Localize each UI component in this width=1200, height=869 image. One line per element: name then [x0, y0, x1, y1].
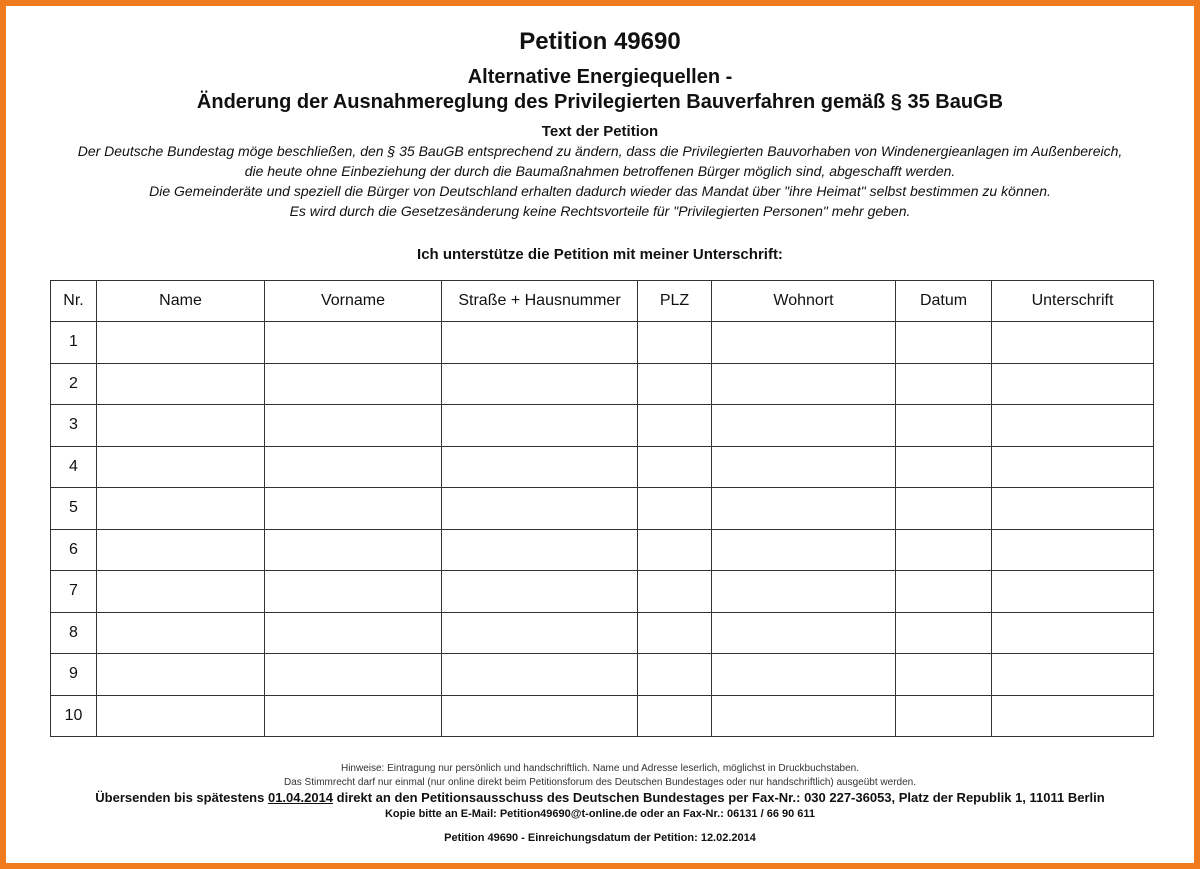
- signature-cell[interactable]: [992, 322, 1154, 364]
- signature-table: [50, 280, 1154, 737]
- hints: [6, 762, 1194, 790]
- column-header-plz: PLZ: [638, 281, 712, 322]
- signature-cell[interactable]: [992, 363, 1154, 405]
- petition-text: [6, 141, 1194, 221]
- signature-cell[interactable]: [712, 405, 896, 447]
- row-number: 2: [51, 363, 97, 405]
- signature-cell[interactable]: [265, 571, 442, 613]
- deadline-date: 01.04.2014: [267, 790, 334, 805]
- signature-cell[interactable]: [992, 571, 1154, 613]
- signature-cell[interactable]: [712, 571, 896, 613]
- petition-text-line: die heute ohne Einbeziehung der durch die Baumaßnahmen betroffenen Bürger möglich sind, abgeschafft werden.: [244, 163, 956, 179]
- signature-cell[interactable]: [712, 488, 896, 530]
- signature-cell[interactable]: [896, 529, 992, 571]
- signature-cell[interactable]: [638, 488, 712, 530]
- petition-text-line: Es wird durch die Gesetzesänderung keine Rechtsvorteile für "Privilegierten Personen" mehr geben.: [289, 203, 911, 219]
- signature-cell[interactable]: [896, 322, 992, 364]
- signature-cell[interactable]: [712, 446, 896, 488]
- signature-cell[interactable]: [97, 695, 265, 737]
- signature-cell[interactable]: [638, 695, 712, 737]
- signature-cell[interactable]: [97, 405, 265, 447]
- signature-cell[interactable]: [712, 612, 896, 654]
- table-row: [51, 488, 1154, 530]
- signature-cell[interactable]: [712, 322, 896, 364]
- signature-table-body: [51, 322, 1154, 737]
- signature-cell[interactable]: [442, 446, 638, 488]
- column-header-datum: Datum: [896, 281, 992, 322]
- signature-cell[interactable]: [896, 363, 992, 405]
- signature-cell[interactable]: [442, 405, 638, 447]
- signature-cell[interactable]: [442, 654, 638, 696]
- signature-cell[interactable]: [97, 322, 265, 364]
- copy-instructions: Kopie bitte an E-Mail: Petition49690@t-online.de oder an Fax-Nr.: 06131 / 66 90 611: [384, 808, 816, 820]
- signature-cell[interactable]: [992, 405, 1154, 447]
- column-header-strasse: Straße + Hausnummer: [442, 281, 638, 322]
- column-header-nr: Nr.: [51, 281, 97, 322]
- signature-cell[interactable]: [638, 529, 712, 571]
- table-row: [51, 405, 1154, 447]
- row-number: 9: [51, 654, 97, 696]
- table-row: [51, 654, 1154, 696]
- signature-cell[interactable]: [97, 446, 265, 488]
- signature-cell[interactable]: [638, 446, 712, 488]
- signature-cell[interactable]: [265, 612, 442, 654]
- signature-cell[interactable]: [265, 405, 442, 447]
- signature-cell[interactable]: [712, 529, 896, 571]
- signature-cell[interactable]: [442, 529, 638, 571]
- signature-cell[interactable]: [442, 322, 638, 364]
- table-row: [51, 363, 1154, 405]
- signature-cell[interactable]: [992, 446, 1154, 488]
- signature-cell[interactable]: [97, 529, 265, 571]
- row-number: 4: [51, 446, 97, 488]
- signature-cell[interactable]: [638, 405, 712, 447]
- signature-cell[interactable]: [896, 571, 992, 613]
- row-number: 3: [51, 405, 97, 447]
- signature-cell[interactable]: [712, 695, 896, 737]
- table-row: [51, 529, 1154, 571]
- signature-cell[interactable]: [638, 654, 712, 696]
- petition-text-line: Der Deutsche Bundestag möge beschließen, den § 35 BauGB entsprechend zu ändern, dass die Privilegierten Bauvorhaben von Windenergieanlagen im Außenbereich,: [77, 143, 1123, 159]
- petition-text-line: Die Gemeinderäte und speziell die Bürger von Deutschland erhalten dadurch wieder das Mandat über "ihre Heimat" selbst bestimmen zu können.: [149, 183, 1051, 199]
- table-row: [51, 695, 1154, 737]
- send-prefix: Übersenden bis spätestens: [95, 790, 268, 805]
- column-header-unterschrift: Unterschrift: [992, 281, 1154, 322]
- petition-sheet: [6, 6, 1194, 863]
- hint-line: Hinweise: Eintragung nur persönlich und handschriftlich. Name und Adresse leserlich, möglichst in Druckbuchstaben.: [340, 763, 860, 774]
- signature-cell[interactable]: [97, 488, 265, 530]
- signature-cell[interactable]: [638, 571, 712, 613]
- page-title: Petition 49690: [519, 28, 681, 55]
- signature-cell[interactable]: [442, 612, 638, 654]
- petition-text-heading: Text der Petition: [541, 123, 659, 140]
- row-number: 6: [51, 529, 97, 571]
- table-row: [51, 571, 1154, 613]
- signature-cell[interactable]: [992, 488, 1154, 530]
- signature-cell[interactable]: [442, 571, 638, 613]
- signature-cell[interactable]: [896, 405, 992, 447]
- signature-cell[interactable]: [265, 654, 442, 696]
- signature-cell[interactable]: [638, 322, 712, 364]
- signature-cell[interactable]: [896, 488, 992, 530]
- signature-cell[interactable]: [712, 363, 896, 405]
- footer: Petition 49690 - Einreichungsdatum der Petition: 12.02.2014: [444, 832, 756, 844]
- signature-cell[interactable]: [638, 363, 712, 405]
- column-header-wohnort: Wohnort: [712, 281, 896, 322]
- row-number: 1: [51, 322, 97, 364]
- signature-cell[interactable]: [265, 529, 442, 571]
- signature-cell[interactable]: [896, 695, 992, 737]
- support-statement: Ich unterstütze die Petition mit meiner Unterschrift:: [417, 246, 783, 263]
- signature-cell[interactable]: [97, 612, 265, 654]
- signature-cell[interactable]: [97, 654, 265, 696]
- signature-cell[interactable]: [442, 488, 638, 530]
- signature-cell[interactable]: [712, 654, 896, 696]
- column-header-vorname: Vorname: [265, 281, 442, 322]
- signature-cell[interactable]: [638, 612, 712, 654]
- subtitle-line-1: Alternative Energiequellen -: [467, 66, 733, 88]
- signature-cell[interactable]: [265, 363, 442, 405]
- table-row: [51, 322, 1154, 364]
- table-header-row: [51, 281, 1154, 322]
- row-number: 7: [51, 571, 97, 613]
- column-header-name: Name: [97, 281, 265, 322]
- row-number: 5: [51, 488, 97, 530]
- signature-cell[interactable]: [896, 654, 992, 696]
- signature-cell[interactable]: [992, 654, 1154, 696]
- subtitle-line-2: Änderung der Ausnahmereglung des Privilegierten Bauverfahren gemäß § 35 BauGB: [196, 91, 1004, 113]
- send-instructions: [6, 790, 1194, 805]
- signature-cell[interactable]: [992, 695, 1154, 737]
- signature-cell[interactable]: [97, 571, 265, 613]
- signature-cell[interactable]: [265, 446, 442, 488]
- signature-cell[interactable]: [442, 695, 638, 737]
- row-number: 8: [51, 612, 97, 654]
- row-number: 10: [51, 695, 97, 737]
- signature-cell[interactable]: [265, 488, 442, 530]
- signature-cell[interactable]: [97, 363, 265, 405]
- table-row: [51, 612, 1154, 654]
- signature-cell[interactable]: [896, 446, 992, 488]
- table-row: [51, 446, 1154, 488]
- send-suffix: direkt an den Petitionsausschuss des Deutschen Bundestages per Fax-Nr.: 030 227-36053, Platz der Republik 1, 11011 Berlin: [333, 790, 1105, 805]
- signature-cell[interactable]: [992, 612, 1154, 654]
- signature-cell[interactable]: [265, 695, 442, 737]
- hint-line: Das Stimmrecht darf nur einmal (nur online direkt beim Petitionsforum des Deutschen Bundestages oder nur handschriftlich) ausgeübt werden.: [284, 777, 916, 788]
- signature-cell[interactable]: [265, 322, 442, 364]
- signature-cell[interactable]: [992, 529, 1154, 571]
- signature-cell[interactable]: [442, 363, 638, 405]
- signature-cell[interactable]: [896, 612, 992, 654]
